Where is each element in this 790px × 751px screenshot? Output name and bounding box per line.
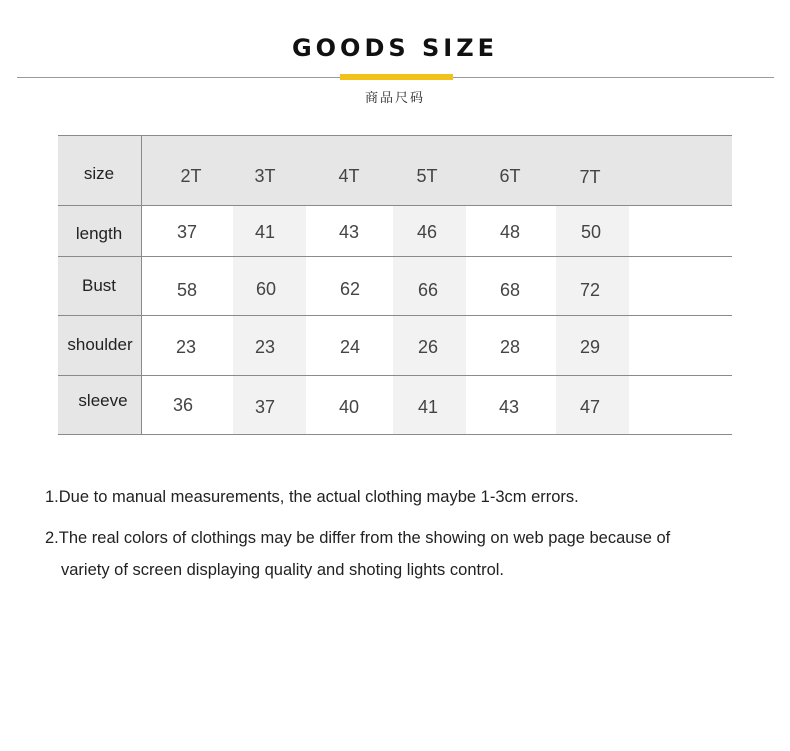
- table-cell: 40: [338, 397, 360, 417]
- note-measurement-error: 1.Due to manual measurements, the actual clothing maybe 1-3cm errors.: [45, 488, 579, 506]
- table-cell: 66: [417, 280, 439, 300]
- row-label-length: length: [75, 224, 123, 243]
- row-label-shoulder: shoulder: [67, 335, 133, 354]
- table-cell: 60: [255, 279, 277, 299]
- table-cell: 37: [254, 397, 276, 417]
- page-subtitle: 商品尺码: [364, 91, 425, 106]
- table-cell: 29: [579, 337, 601, 357]
- row-label-sleeve: sleeve: [78, 391, 128, 410]
- table-cell: 68: [499, 280, 521, 300]
- table-cell: 23: [175, 337, 197, 357]
- page-title: GOODS SIZE: [291, 34, 499, 62]
- table-header-background: [58, 135, 732, 205]
- table-cell: 23: [254, 337, 276, 357]
- note-color-difference-continued: variety of screen displaying quality and shoting lights control.: [61, 561, 504, 579]
- size-column-header: 3T: [254, 166, 276, 186]
- table-cell: 26: [417, 337, 439, 357]
- table-cell: 50: [580, 222, 602, 242]
- table-cell: 37: [176, 222, 198, 242]
- note-color-difference: 2.The real colors of clothings may be differ from the showing on web page because of: [45, 529, 671, 547]
- table-cell: 43: [498, 397, 520, 417]
- size-column-header: 5T: [416, 166, 438, 186]
- table-cell: 46: [416, 222, 438, 242]
- title-accent-bar: [340, 74, 453, 80]
- size-header-label: size: [83, 164, 115, 183]
- row-divider: [58, 256, 732, 257]
- row-divider: [58, 205, 732, 206]
- table-cell: 72: [579, 280, 601, 300]
- size-column-header: 6T: [499, 166, 521, 186]
- size-column-header: 2T: [180, 166, 202, 186]
- table-cell: 41: [417, 397, 439, 417]
- row-divider: [58, 315, 732, 316]
- size-column-header: 7T: [579, 167, 601, 187]
- table-cell: 36: [172, 395, 194, 415]
- table-cell: 43: [338, 222, 360, 242]
- row-divider: [58, 375, 732, 376]
- row-header-divider: [141, 135, 142, 435]
- table-top-border: [58, 135, 732, 136]
- row-label-bust: Bust: [81, 276, 117, 295]
- table-cell: 24: [339, 337, 361, 357]
- table-cell: 47: [579, 397, 601, 417]
- size-table: [58, 135, 732, 435]
- table-cell: 41: [254, 222, 276, 242]
- table-cell: 62: [339, 279, 361, 299]
- table-cell: 48: [499, 222, 521, 242]
- table-cell: 28: [499, 337, 521, 357]
- table-cell: 58: [176, 280, 198, 300]
- table-bottom-border: [58, 434, 732, 435]
- size-column-header: 4T: [338, 166, 360, 186]
